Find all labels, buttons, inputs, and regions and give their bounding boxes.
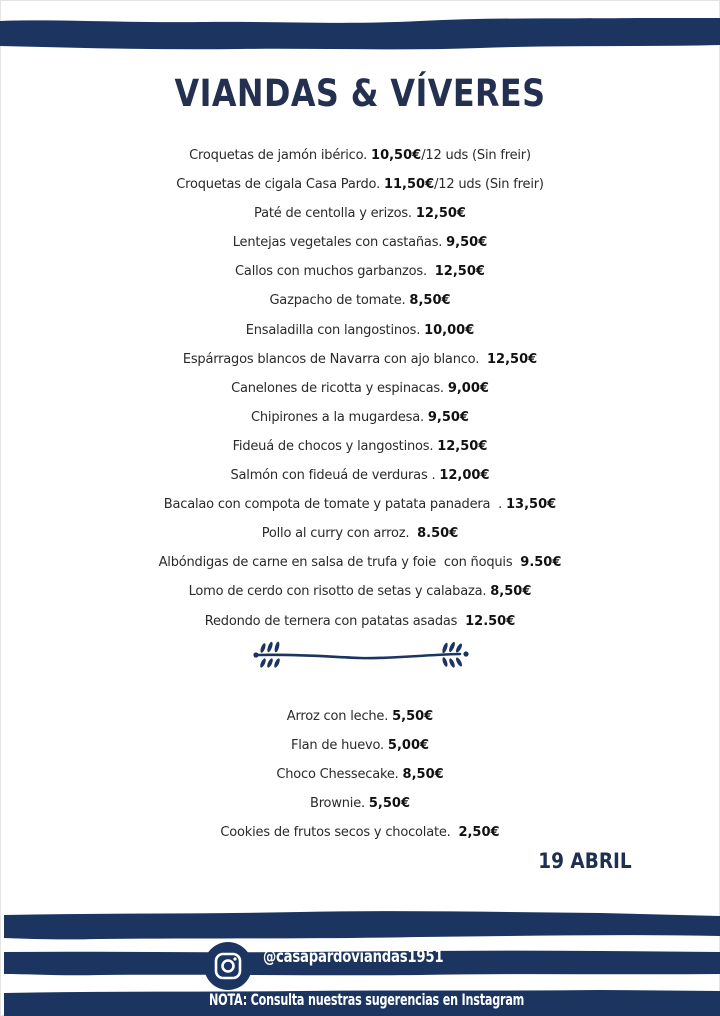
menu-title: VIANDAS & VÍVERES bbox=[174, 72, 546, 115]
dish-price: 8.50€ bbox=[417, 526, 459, 542]
dish-price: 9.50€ bbox=[520, 555, 562, 571]
dish-name: Flan de huevo. bbox=[290, 738, 388, 754]
dish-price: 5,50€ bbox=[392, 709, 434, 724]
dish-name: Espárragos blancos de Navarra con ajo blanco. bbox=[182, 351, 487, 367]
desserts-list bbox=[0, 701, 720, 846]
dish-name: Bacalao con compota de tomate y patata panadera . bbox=[163, 497, 507, 513]
dish-name: Choco Chessecake. bbox=[276, 767, 403, 783]
main-dish-item bbox=[0, 373, 720, 402]
main-dish-item bbox=[0, 518, 720, 547]
footer-note: NOTA: Consulta nuestras sugerencias en Instagram bbox=[209, 990, 525, 1009]
dish-price: 10,00€ bbox=[424, 322, 475, 338]
dish-name: Albóndigas de carne en salsa de trufa y foie con ñoquis bbox=[158, 555, 521, 571]
dish-name: Paté de centolla y erizos. bbox=[254, 206, 416, 222]
main-dish-item bbox=[0, 606, 720, 635]
dish-price: 5,50€ bbox=[368, 796, 410, 812]
dish-price: 12,50€ bbox=[434, 264, 485, 280]
instagram-handle-link[interactable]: @casapardoviandas1951 bbox=[263, 947, 444, 967]
menu-date: 19 ABRIL bbox=[538, 849, 632, 873]
dish-price: 12,50€ bbox=[415, 206, 466, 222]
bottom-brush-stripe-1 bbox=[0, 910, 720, 941]
dish-price: 9,00€ bbox=[447, 380, 489, 396]
dish-name: Callos con muchos garbanzos. bbox=[235, 264, 435, 280]
dessert-item bbox=[0, 788, 720, 817]
dish-price: 9,50€ bbox=[446, 235, 488, 251]
main-dish-item bbox=[0, 576, 720, 605]
main-dish-item bbox=[0, 431, 720, 460]
main-dish-item bbox=[0, 402, 720, 431]
dessert-item bbox=[0, 701, 720, 730]
instagram-badge[interactable] bbox=[204, 942, 252, 990]
main-dish-item bbox=[0, 460, 720, 489]
dish-note: /12 uds (Sin freir) bbox=[421, 148, 531, 163]
main-dish-item bbox=[0, 489, 720, 518]
dish-name: Fideuá de chocos y langostinos. bbox=[232, 438, 438, 454]
dish-price: 12.50€ bbox=[465, 613, 516, 629]
dish-price: 12,50€ bbox=[487, 351, 538, 367]
dish-name: Cookies de frutos secos y chocolate. bbox=[220, 825, 459, 841]
dish-name: Salmón con fideuá de verduras . bbox=[230, 468, 440, 484]
dish-name: Croquetas de cigala Casa Pardo. bbox=[176, 177, 384, 193]
dish-name: Canelones de ricotta y espinacas. bbox=[231, 380, 448, 396]
dish-name: Chipirones a la mugardesa. bbox=[251, 409, 428, 425]
main-dish-item bbox=[0, 227, 720, 256]
dish-note: /12 uds (Sin freir) bbox=[434, 177, 544, 193]
dish-name: Gazpacho de tomate. bbox=[269, 293, 410, 309]
main-dish-item bbox=[0, 315, 720, 344]
dish-price: 8,50€ bbox=[402, 767, 444, 783]
main-dish-item bbox=[0, 169, 720, 198]
dessert-item bbox=[0, 759, 720, 788]
main-dish-item bbox=[0, 256, 720, 285]
main-dish-item bbox=[0, 547, 720, 576]
dish-price: 10,50€ bbox=[371, 148, 422, 163]
dish-price: 13,50€ bbox=[506, 497, 557, 513]
dish-name: Croquetas de jamón ibérico. bbox=[189, 148, 372, 163]
main-dish-item bbox=[0, 140, 720, 169]
dish-name: Ensaladilla con langostinos. bbox=[245, 322, 425, 338]
dish-name: Lentejas vegetales con castañas. bbox=[232, 235, 447, 251]
dish-price: 8,50€ bbox=[409, 293, 451, 309]
dish-price: 12,50€ bbox=[437, 438, 488, 454]
dish-name: Pollo al curry con arroz. bbox=[261, 526, 418, 542]
dish-price: 12,00€ bbox=[439, 468, 490, 484]
main-dish-item bbox=[0, 344, 720, 373]
dish-price: 8,50€ bbox=[490, 584, 532, 600]
dish-name: Lomo de cerdo con risotto de setas y calabaza. bbox=[188, 584, 491, 600]
top-brush-stripe bbox=[0, 15, 720, 51]
dish-name: Redondo de ternera con patatas asadas bbox=[204, 613, 466, 629]
dish-price: 9,50€ bbox=[427, 409, 469, 425]
dish-name: Arroz con leche. bbox=[286, 709, 393, 724]
mains-list bbox=[0, 140, 720, 635]
dish-name: Brownie. bbox=[309, 796, 369, 812]
main-dish-item bbox=[0, 285, 720, 314]
dish-price: 5,00€ bbox=[387, 738, 430, 754]
instagram-icon bbox=[213, 951, 243, 981]
dessert-item bbox=[0, 730, 720, 759]
dessert-item bbox=[0, 817, 720, 846]
dish-price: 11,50€ bbox=[383, 177, 435, 193]
main-dish-item bbox=[0, 198, 720, 227]
dish-price: 2,50€ bbox=[458, 825, 500, 841]
laurel-divider-icon bbox=[250, 638, 472, 674]
